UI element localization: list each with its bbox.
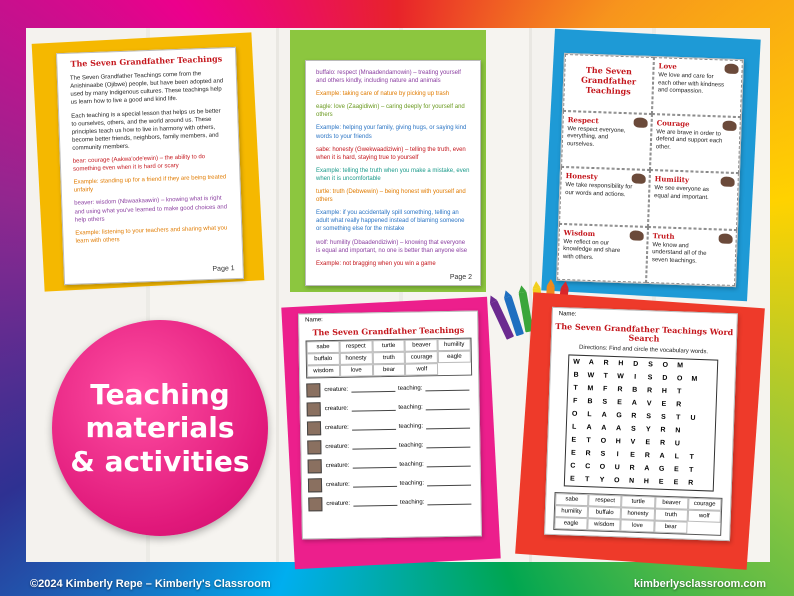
vocabulary-card-heading: Respect	[567, 114, 599, 125]
grid-letter: O	[613, 477, 620, 485]
answer-line	[427, 499, 471, 506]
teaching-materials-badge	[52, 320, 268, 536]
grid-letter: L	[674, 453, 680, 461]
vocabulary-card	[559, 167, 650, 227]
grid-letter: E	[645, 439, 651, 447]
vocabulary-card-text: We respect everyone, everything, and ourselves.	[566, 125, 626, 148]
grid-letter: F	[572, 398, 578, 406]
word-bank-item: honesty	[621, 508, 655, 521]
creature-row	[308, 476, 474, 493]
grid-letter: O	[571, 411, 578, 419]
grid-letter: T	[676, 388, 682, 396]
word-bank-item: respect	[339, 340, 372, 353]
word-search-directions: Directions: Find and circle the vocabulary words.	[578, 345, 709, 356]
word-bank-item: wisdom	[587, 519, 621, 532]
badge-line-3: & activities	[70, 444, 250, 478]
page-one-title: The Seven Grandfather Teachings	[70, 53, 223, 69]
vocabulary-card	[557, 223, 648, 283]
word-bank-item: eagle	[554, 518, 588, 531]
grid-letter: U	[690, 415, 696, 423]
sabe-example: Example: telling the truth when you make a mistake, even when it is uncomfortable	[316, 167, 470, 182]
vocabulary-card-text: We reflect on our knowledge and share with others.	[562, 238, 621, 261]
vocabulary-card-heading: Truth	[652, 230, 675, 241]
vocabulary-card-heading: Wisdom	[563, 227, 596, 238]
word-bank-item: courage	[688, 498, 722, 511]
answer-line	[353, 500, 397, 507]
grid-letter: T	[586, 437, 591, 445]
word-bank-item: honesty	[340, 352, 373, 365]
grid-letter: A	[615, 425, 622, 433]
animal-icon	[307, 440, 321, 454]
turtle-example: Example: if you accidentally spill something, telling an adult what really happened instead of blaming someone or something else for the mistake	[316, 210, 465, 233]
grid-letter: B	[573, 372, 579, 380]
page-two-sheet	[305, 60, 481, 286]
wolf-teaching: wolf: humility (Dbaadendiziwin) – knowing that everyone is equal and important, no one is better than anyone else	[316, 239, 468, 254]
creature-label: creature:	[324, 405, 349, 413]
word-bank-item: sabe	[555, 494, 589, 507]
website-footer: kimberlysclassroom.com	[633, 578, 766, 590]
grid-letter: A	[601, 425, 607, 433]
word-bank-item: love	[621, 520, 655, 533]
word-search-sheet	[544, 307, 738, 541]
word-bank-item: humility	[438, 339, 471, 352]
animal-icon	[308, 497, 322, 511]
grid-letter	[702, 374, 717, 388]
teaching-label: teaching:	[399, 480, 425, 488]
teaching-label: teaching:	[398, 442, 424, 450]
grid-letter: O	[599, 464, 606, 472]
answer-line	[351, 386, 395, 393]
grid-letter: S	[602, 399, 608, 407]
teaching-label: teaching:	[399, 499, 425, 507]
creature-row	[307, 400, 473, 417]
grid-letter: T	[688, 467, 694, 475]
grid-letter: I	[616, 451, 619, 459]
word-search-title: The Seven Grandfather Teachings Word Search	[555, 320, 734, 344]
grid-letter: H	[615, 438, 621, 446]
grid-letter: E	[673, 466, 679, 474]
grid-letter	[685, 425, 700, 439]
teaching-label: teaching:	[397, 385, 423, 393]
word-bank-item: sabe	[307, 341, 340, 354]
grid-letter	[686, 399, 701, 413]
grid-letter: E	[570, 450, 576, 458]
eagle-teaching: eagle: love (Zaagidiwin) – caring deeply for yourself and others	[316, 104, 465, 119]
grid-letter	[698, 465, 713, 479]
grid-letter: N	[675, 427, 681, 435]
grid-letter	[701, 400, 716, 414]
grid-letter: E	[571, 437, 577, 445]
worksheet-name-label: Name:	[305, 317, 323, 324]
grid-letter: S	[630, 426, 636, 434]
word-bank-item: truth	[372, 352, 405, 365]
grid-letter: E	[673, 479, 679, 487]
grid-letter	[699, 452, 714, 466]
word-bank-item: respect	[588, 495, 622, 508]
word-bank-item: turtle	[372, 340, 405, 353]
grid-letter: R	[629, 465, 635, 473]
sabe-teaching: sabe: honesty (Gwekwaadiziwin) – telling the truth, even when it is hard, staying true to yourself	[316, 146, 466, 161]
vocabulary-card-text: We love and care for each other with kindness and compassion.	[657, 72, 725, 95]
grid-letter: W	[573, 359, 580, 367]
turtle-teaching: turtle: truth (Debwewin) – being honest with yourself and others	[316, 189, 466, 204]
word-bank-item: bear	[654, 521, 688, 534]
grid-letter: A	[644, 465, 650, 473]
bear-example: Example: standing up for a friend if they are being treated unfairly	[73, 174, 227, 194]
animal-icon	[308, 478, 322, 492]
grid-letter: R	[660, 427, 666, 435]
creature-label: creature:	[325, 481, 350, 489]
creature-row	[308, 495, 474, 512]
grid-letter: H	[643, 478, 650, 486]
grid-letter: W	[587, 372, 595, 380]
grid-letter: C	[570, 463, 576, 471]
grid-letter: A	[631, 400, 637, 408]
creature-label: creature:	[325, 462, 350, 470]
word-bank-item: humility	[555, 506, 589, 519]
vocabulary-card-text: We know and understand all of the seven teachings.	[651, 241, 707, 265]
word-bank-item: beaver	[405, 339, 438, 352]
creature-row	[308, 457, 474, 474]
grid-letter: R	[676, 401, 682, 409]
vocabulary-card	[648, 170, 739, 230]
grid-letter: W	[616, 373, 624, 381]
badge-line-1: Teaching	[90, 378, 230, 412]
animal-icon	[718, 233, 732, 243]
vocabulary-card	[646, 226, 737, 286]
grid-letter: E	[661, 401, 667, 409]
animal-icon	[722, 120, 736, 130]
animal-icon	[307, 421, 321, 435]
animal-icon	[307, 402, 321, 416]
wolf-example: Example: not bragging when you win a game	[316, 260, 436, 267]
page-one-intro-2: Each teaching is a special lesson that helps us be better to ourselves, others, and the world around us. These principles teach us how to live in harmony with others, become better friends, neighbors, family members, and community members.	[71, 108, 221, 152]
grid-letter: Y	[599, 477, 605, 485]
copyright-footer: ©2024 Kimberly Repe – Kimberly's Classroom	[30, 578, 271, 590]
word-bank-item: love	[340, 364, 373, 377]
word-bank-item: beaver	[655, 497, 689, 510]
vocabulary-card-heading: Humility	[654, 174, 690, 185]
worksheet-title: The Seven Grandfather Teachings	[312, 324, 465, 338]
creature-row	[306, 381, 472, 398]
grid-letter: U	[674, 440, 680, 448]
grid-letter: V	[630, 439, 636, 447]
grid-letter: M	[587, 385, 594, 393]
word-bank-item: courage	[405, 351, 438, 364]
answer-line	[427, 461, 471, 468]
grid-letter: A	[601, 412, 607, 420]
grid-letter	[687, 360, 702, 374]
animal-icon	[724, 64, 738, 74]
vocabulary-card-text: We take responsibility for our words and actions.	[565, 182, 633, 198]
grid-letter: L	[587, 411, 592, 419]
vocabulary-card	[652, 57, 743, 117]
creature-label: creature:	[325, 443, 350, 451]
grid-letter: E	[658, 479, 664, 487]
vocabulary-card	[561, 110, 652, 170]
answer-line	[352, 424, 396, 431]
answer-line	[426, 404, 470, 411]
badge-line-2: materials	[85, 411, 235, 445]
animal-icon	[633, 117, 647, 127]
grid-letter: R	[644, 452, 650, 460]
grid-letter: I	[634, 374, 637, 382]
animal-icon	[720, 176, 734, 186]
grid-letter: T	[573, 385, 578, 393]
grid-letter: U	[614, 464, 620, 472]
grid-letter: H	[661, 388, 667, 396]
grid-letter: R	[646, 387, 653, 395]
grid-letter: R	[603, 360, 609, 368]
animal-icon	[630, 230, 644, 240]
grid-letter: S	[600, 451, 606, 459]
vocabulary-card-heading: Love	[658, 61, 677, 71]
grid-letter: R	[631, 413, 637, 421]
vocabulary-card-heading: Courage	[656, 117, 690, 128]
grid-letter	[700, 426, 715, 440]
word-bank-item: buffalo	[307, 353, 340, 366]
grid-letter: M	[676, 362, 684, 370]
grid-letter: O	[676, 375, 683, 383]
grid-letter: Y	[645, 426, 651, 434]
creature-label: creature:	[326, 500, 351, 508]
grid-letter: S	[647, 374, 653, 382]
worksheet-word-bank	[306, 338, 473, 379]
creature-row	[307, 419, 473, 436]
grid-letter: D	[633, 361, 639, 369]
grid-letter: R	[617, 386, 623, 394]
grid-letter: N	[628, 478, 635, 486]
word-search-name-label: Name:	[558, 311, 577, 318]
word-bank-item: buffalo	[588, 507, 622, 520]
teaching-label: teaching:	[398, 404, 423, 412]
vocabulary-card	[650, 114, 741, 174]
grid-letter: A	[586, 424, 592, 432]
word-search-word-bank	[553, 492, 722, 536]
grid-letter: B	[632, 387, 638, 395]
answer-line	[426, 423, 470, 430]
answer-line	[352, 443, 396, 450]
eagle-example: Example: helping your family, giving hugs, or saying kind words to your friends	[316, 125, 467, 140]
grid-letter: G	[616, 412, 622, 420]
grid-letter: L	[571, 424, 577, 432]
buffalo-teaching: buffalo: respect (Mnaadendamowin) – treating yourself and others kindly, including nature and animals	[316, 70, 461, 85]
grid-letter: E	[569, 476, 575, 484]
grid-letter: B	[587, 398, 593, 406]
vocabulary-card-heading: The Seven Grandfather Teachings	[580, 64, 637, 97]
teaching-label: teaching:	[398, 423, 424, 431]
grid-letter: S	[647, 361, 653, 369]
grid-letter	[698, 478, 713, 492]
page-one-number: Page 1	[212, 265, 235, 273]
grid-letter	[700, 413, 715, 427]
grid-letter: E	[630, 452, 635, 460]
word-bank-item: turtle	[621, 496, 655, 509]
grid-letter: T	[603, 373, 608, 381]
grid-letter: T	[675, 414, 681, 422]
grid-letter: O	[662, 362, 669, 370]
page-one-sheet	[56, 47, 244, 285]
answer-line	[351, 405, 395, 412]
answer-line	[427, 480, 471, 487]
word-bank-item: bear	[373, 364, 406, 377]
beaver-example: Example: listening to your teachers and sharing what you learn with others	[75, 225, 228, 245]
grid-letter: A	[659, 453, 665, 461]
grid-letter: G	[658, 466, 665, 474]
grid-letter: T	[584, 476, 590, 484]
vocabulary-cards-sheet	[556, 53, 744, 287]
grid-letter: R	[659, 440, 666, 448]
grid-letter: V	[646, 400, 652, 408]
answer-line	[425, 385, 469, 392]
grid-letter	[701, 387, 716, 401]
teaching-label: teaching:	[399, 461, 424, 469]
vocabulary-card-text: We are brave in order to defend and support each other.	[655, 128, 723, 151]
animal-icon	[306, 383, 320, 397]
grid-letter: F	[602, 386, 608, 394]
page-two-number: Page 2	[449, 274, 472, 281]
grid-letter: S	[660, 414, 666, 422]
word-bank-item: truth	[654, 509, 688, 522]
grid-letter	[699, 439, 714, 453]
worksheet-sheet	[298, 310, 482, 539]
grid-letter: T	[689, 454, 694, 462]
grid-letter: R	[585, 450, 591, 458]
grid-letter: D	[662, 375, 668, 383]
answer-line	[352, 462, 396, 469]
bear-teaching: bear: courage (Aakwa'ode'ewin) – the ability to do something even when it is hard or scary	[72, 154, 206, 173]
answer-line	[353, 481, 397, 488]
animal-icon	[308, 459, 322, 473]
grid-letter: E	[617, 399, 622, 407]
creature-label: creature:	[324, 424, 349, 432]
word-bank-item: wolf	[687, 510, 721, 523]
animal-icon	[632, 173, 646, 183]
grid-letter	[684, 438, 699, 452]
grid-letter: R	[688, 480, 694, 488]
grid-letter: O	[600, 438, 607, 446]
vocabulary-card	[563, 54, 654, 114]
grid-letter: M	[691, 376, 698, 384]
grid-letter: H	[618, 360, 624, 368]
grid-letter: A	[588, 359, 594, 367]
vocabulary-card-text: We see everyone as equal and important.	[654, 185, 710, 201]
word-bank-item: wolf	[405, 363, 438, 376]
creature-row	[307, 438, 473, 455]
word-search-grid	[564, 355, 719, 492]
grid-letter: C	[584, 463, 591, 471]
vocabulary-card-heading: Honesty	[565, 171, 598, 182]
word-bank-item: eagle	[438, 351, 471, 364]
beaver-teaching: beaver: wisdom (Nbwaakaawin) – knowing what is right and using what you've learned to make good choices and help others	[74, 195, 228, 224]
creature-label: creature:	[324, 386, 349, 394]
buffalo-example: Example: taking care of nature by picking up trash	[316, 91, 450, 98]
answer-line	[426, 442, 470, 449]
word-bank-item: wisdom	[307, 365, 340, 378]
page-one-intro: The Seven Grandfather Teachings come from the Anishinaabe (Ojibwe) people, but have been adopted and used by many Indigenous cultures. These teachings help us learn how to live a good and kind life.	[69, 71, 224, 107]
grid-letter	[686, 386, 701, 400]
grid-letter	[702, 361, 717, 375]
grid-letter: S	[646, 413, 652, 421]
